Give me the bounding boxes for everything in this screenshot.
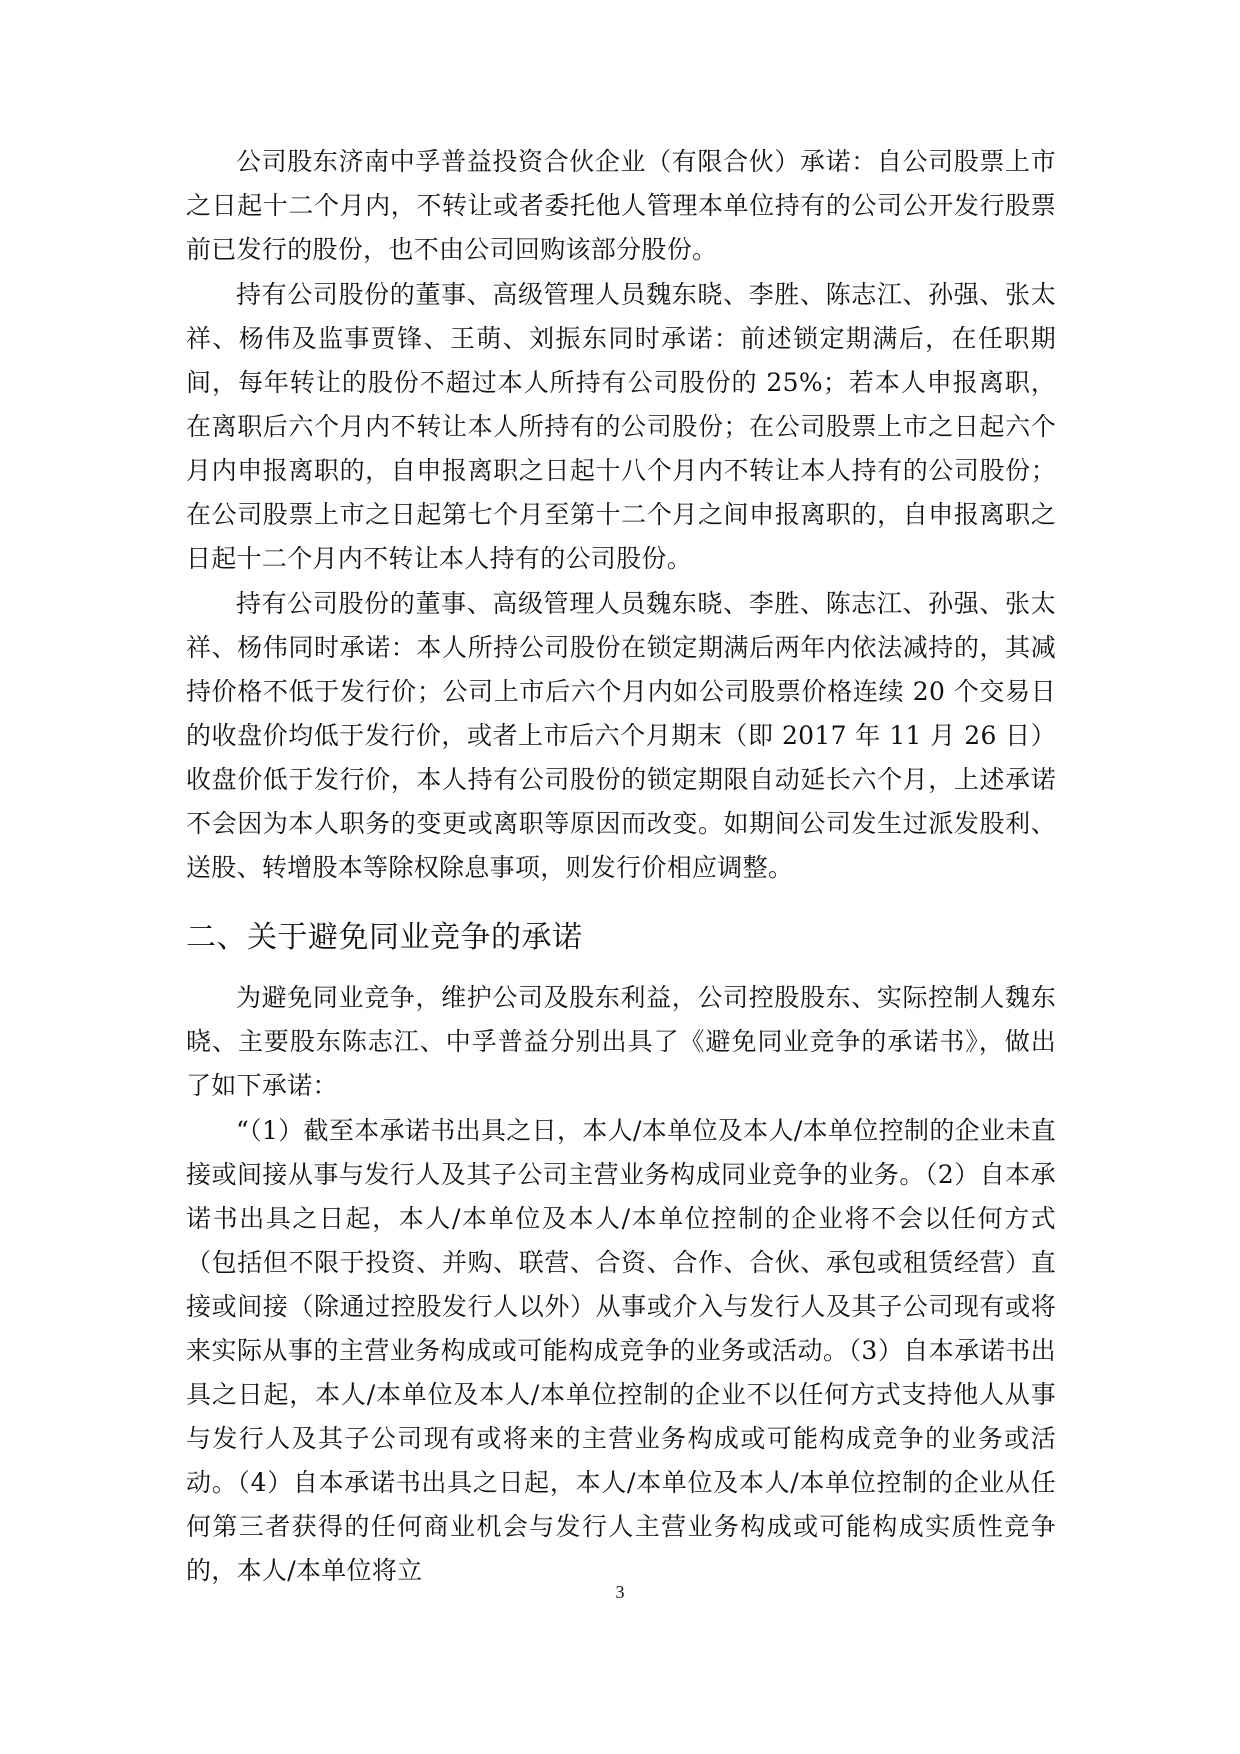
paragraph-competition-commitments: “（1）截至本承诺书出具之日，本人/本单位及本人/本单位控制的企业未直接或间接从事与发行人及其子公司主营业务构成同业竞争的业务。（2）自本承诺书出具之日起，本人/本单位及本人/本单位控制的企业将不会以任何方式（包括但不限于投资、并购、联营、合资、合作、合伙、承包或租赁经营）直接或间接（除通过控股发行人以外）从事或介入与发行人及其子公司现有或将来实际从事的主营业务构成或可能构成竞争的业务或活动。（3）自本承诺书出具之日起，本人/本单位及本人/本单位控制的企业不以任何方式支持他人从事与发行人及其子公司现有或将来的主营业务构成或可能构成竞争的业务或活动。（4）自本承诺书出具之日起，本人/本单位及本人/本单位控制的企业从任何第三者获得的任何商业机会与发行人主营业务构成或可能构成实质性竞争的，本人/本单位将立 <box>186 1116 1056 1585</box>
paragraph-director-reduction-price: 持有公司股份的董事、高级管理人员魏东晓、李胜、陈志江、孙强、张太祥、杨伟同时承诺：本人所持公司股份在锁定期满后两年内依法减持的，其减持价格不低于发行价；公司上市后六个月内如公司股票价格连续 20 个交易日的收盘价均低于发行价，或者上市后六个月期末（即 2017 年 11 月 26 日）收盘价低于发行价，本人持有公司股份的锁定期限自动延长六个月，上述承诺不会因为本人职务的变更或离职等原因而改变。如期间公司发生过派发股利、送股、转增股本等除权除息事项，则发行价相应调整。 <box>186 589 1056 882</box>
paragraph-competition-intro: 为避免同业竞争，维护公司及股东利益，公司控股股东、实际控制人魏东晓、主要股东陈志江、中孚普益分别出具了《避免同业竞争的承诺书》，做出了如下承诺： <box>186 983 1056 1100</box>
section-heading: 二、关于避免同业竞争的承诺 <box>186 920 583 955</box>
page-number: 3 <box>615 1582 625 1602</box>
paragraph-director-transfer-limit: 持有公司股份的董事、高级管理人员魏东晓、李胜、陈志江、孙强、张太祥、杨伟及监事贾锋、王萌、刘振东同时承诺：前述锁定期满后，在任职期间，每年转让的股份不超过本人所持有公司股份的 25%；若本人申报离职，在离职后六个月内不转让本人所持有的公司股份；在公司股票上市之日起六个月内申报离职的，自申报离职之日起十八个月内不转让本人持有的公司股份；在公司股票上市之日起第七个月至第十二个月之间申报离职的，自申报离职之日起十二个月内不转让本人持有的公司股份。 <box>186 280 1056 573</box>
paragraph-shareholder-lockup: 公司股东济南中孚普益投资合伙企业（有限合伙）承诺：自公司股票上市之日起十二个月内，不转让或者委托他人管理本单位持有的公司公开发行股票前已发行的股份，也不由公司回购该部分股份。 <box>186 147 1056 264</box>
document-page <box>186 140 1056 1593</box>
